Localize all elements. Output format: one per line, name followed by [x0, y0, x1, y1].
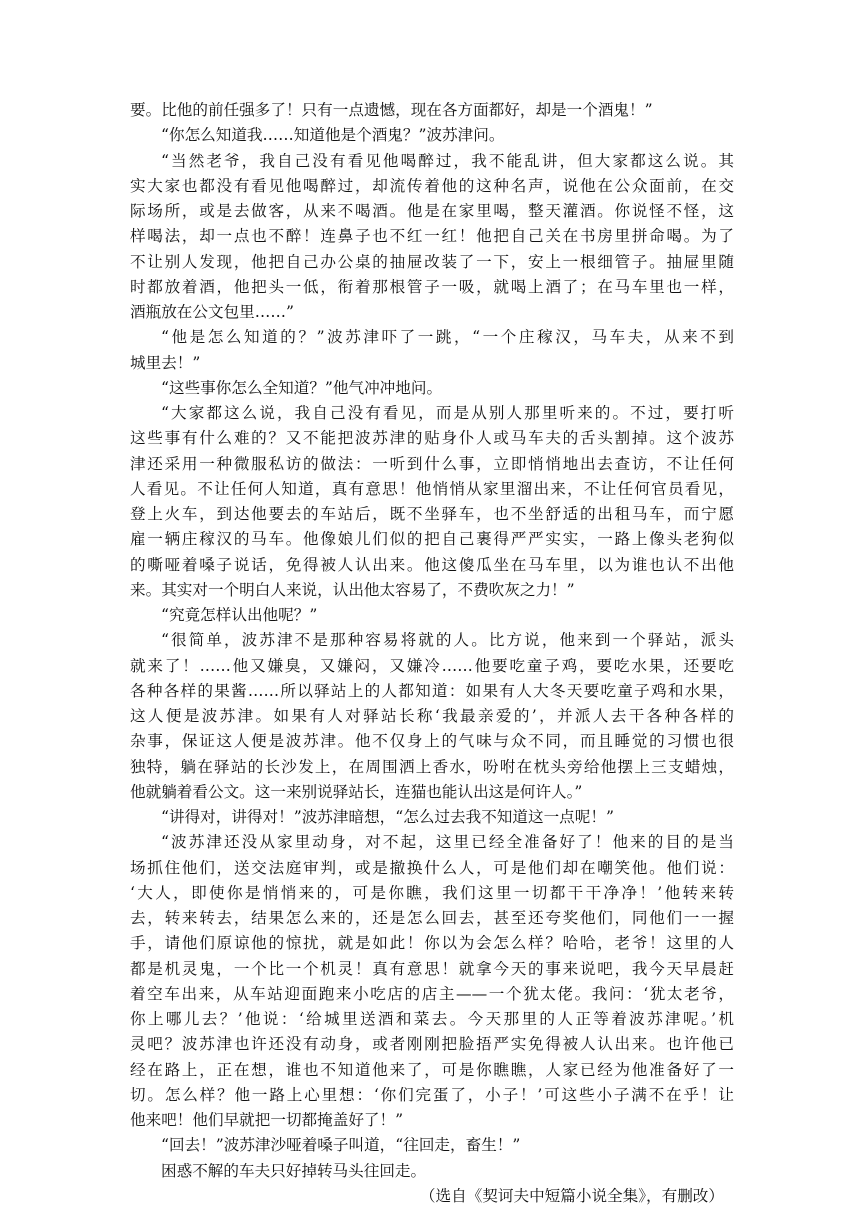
source-citation: （选自《契诃夫中短篇小说全集》，有删改）	[419, 1186, 724, 1205]
text-line: 雇一辆庄稼汉的马车。他像娘儿们似的把自己裹得严严实实，一路上像头老狗似	[130, 530, 734, 549]
text-line: 灵吧？波苏津也许还没有动身，或者刚刚把脸捂严实免得被人认出来。也许他已	[130, 1035, 734, 1054]
paragraph	[130, 98, 734, 123]
text-line: 独特，躺在驿站的长沙发上，在周围洒上香水，吩咐在枕头旁给他摆上三支蜡烛，	[130, 757, 734, 776]
text-line: 各种各样的果酱……所以驿站上的人都知道：如果有人大冬天要吃童子鸡和水果，	[130, 681, 734, 700]
text-line: 去，转来转去，结果怎么来的，还是怎么回去，甚至还夸奖他们，同他们一一握	[130, 909, 734, 927]
text-line: “究竟怎样认出他呢？”	[161, 606, 318, 624]
text-line: 津还采用一种微服私访的做法：一听到什么事，立即悄悄地出去查访，不让任何	[130, 454, 734, 473]
text-line: 就来了！……他又嫌臭，又嫌闷，又嫌冷……他要吃童子鸡，要吃水果，还要吃	[130, 656, 734, 675]
text-line: “大家都这么说，我自己没有看见，而是从别人那里听来的。不过，要打听	[161, 404, 734, 422]
text-line: “波苏津还没从家里动身，对不起，这里已经全准备好了！他来的目的是当	[161, 833, 734, 852]
text-line: 登上火车，到达他要去的车站后，既不坐驿车，也不坐舒适的出租马车，而宁愿	[130, 505, 734, 523]
text-line: 杂事，保证这人便是波苏津。他不仅身上的气味与众不同，而且睡觉的习惯也很	[130, 732, 734, 751]
text-line: 切。怎么样？他一路上心里想：‘你们完蛋了，小子！’可这些小子满不在乎！让	[130, 1085, 734, 1104]
paragraph	[130, 1159, 734, 1184]
paragraph	[130, 805, 734, 830]
text-line: 人看见。不让任何人知道，真有意思！他悄悄从家里溜出来，不让任何官员看见，	[130, 479, 734, 498]
text-line: 都是机灵鬼，一个比一个机灵！真有意思！就拿今天的事来说吧，我今天早晨赶	[130, 959, 734, 978]
text-line: 不让别人发现，他把自己办公桌的抽屉改装了一下，安上一根细管子。抽屉里随	[130, 252, 734, 271]
text-line: “这些事你怎么全知道？”他气冲冲地问。	[161, 378, 443, 397]
text-line: “讲得对，讲得对！”波苏津暗想，“怎么过去我不知道这一点呢！”	[161, 808, 614, 826]
text-line: 他就躺着看公文。这一来别说驿站长，连猫也能认出这是何许人。”	[130, 782, 583, 801]
text-line: 他来吧！他们早就把一切都掩盖好了！”	[130, 1111, 404, 1129]
text-line: 样喝法，却一点也不醉！连鼻子也不红一红！他把自己关在书房里拼命喝。为了	[130, 227, 734, 246]
paragraph	[130, 603, 734, 628]
text-line: 经在路上，正在想，谁也不知道他来了，可是你瞧瞧，人家已经为他准备好了一	[130, 1060, 734, 1079]
text-line: 着空车出来，从车站迎面跑来小吃店的店主——一个犹太佬。我问：‘犹太老爷，	[130, 984, 734, 1003]
paragraph	[130, 376, 734, 401]
paragraph	[130, 123, 734, 148]
document-page	[130, 98, 734, 1209]
paragraph	[130, 325, 734, 376]
text-line: 来。其实对一个明白人来说，认出他太容易了，不费吹灰之力！”	[130, 580, 575, 599]
text-line: 这人便是波苏津。如果有人对驿站长称‘我最亲爱的’，并派人去干各种各样的	[130, 707, 734, 725]
text-line: 这些事有什么难的？又不能把波苏津的贴身仆人或马车夫的舌头割掉。这个波苏	[130, 429, 734, 448]
text-line: 城里去！”	[130, 353, 201, 372]
text-line: 你上哪儿去？’他说：‘给城里送酒和菜去。今天那里的人正等着波苏津呢。’机	[130, 1010, 734, 1028]
paragraph	[130, 149, 734, 326]
text-line: “当然老爷，我自己没有看见他喝醉过，我不能乱讲，但大家都这么说。其	[161, 151, 734, 170]
text-line: 的嘶哑着嗓子说话，免得被人认出来。他这傻瓜坐在马车里，以为谁也认不出他	[130, 555, 734, 574]
text-line: “回去！”波苏津沙哑着嗓子叫道，“往回走，畜生！”	[161, 1136, 521, 1155]
text-line: 手，请他们原谅他的惊扰，就是如此！你以为会怎么样？哈哈，老爷！这里的人	[130, 934, 734, 953]
text-line: ‘大人，即使你是悄悄来的，可是你瞧，我们这里一切都干干净净！’他转来转	[130, 883, 734, 902]
paragraph	[130, 401, 734, 603]
text-line: 酒瓶放在公文包里……”	[130, 303, 294, 321]
paragraph	[130, 1133, 734, 1158]
text-line: 困惑不解的车夫只好掉转马头往回走。	[161, 1161, 427, 1180]
text-line: 要。比他的前任强多了！只有一点遗憾，现在各方面都好，却是一个酒鬼！”	[130, 101, 653, 119]
text-line: “他是怎么知道的？”波苏津吓了一跳，“一个庄稼汉，马车夫，从来不到	[161, 328, 734, 347]
text-line: 场抓住他们，送交法庭审判，或是撤换什么人，可是他们却在嘲笑他。他们说：	[130, 858, 734, 877]
story-text	[130, 98, 734, 1184]
text-line: 实大家也都没有看见他喝醉过，却流传着他的这种名声，说他在公众面前，在交	[130, 176, 734, 195]
paragraph	[130, 628, 734, 805]
text-line: 际场所，或是去做客，从来不喝酒。他是在家里喝，整天灌酒。你说怪不怪，这	[130, 202, 734, 220]
paragraph	[130, 830, 734, 1133]
text-line: 时都放着酒，他把头一低，衔着那根管子一吸，就喝上酒了；在马车里也一样，	[130, 277, 734, 296]
text-line: “很简单，波苏津不是那种容易将就的人。比方说，他来到一个驿站，派头	[161, 631, 734, 650]
text-line: “你怎么知道我……知道他是个酒鬼？”波苏津问。	[161, 126, 505, 145]
